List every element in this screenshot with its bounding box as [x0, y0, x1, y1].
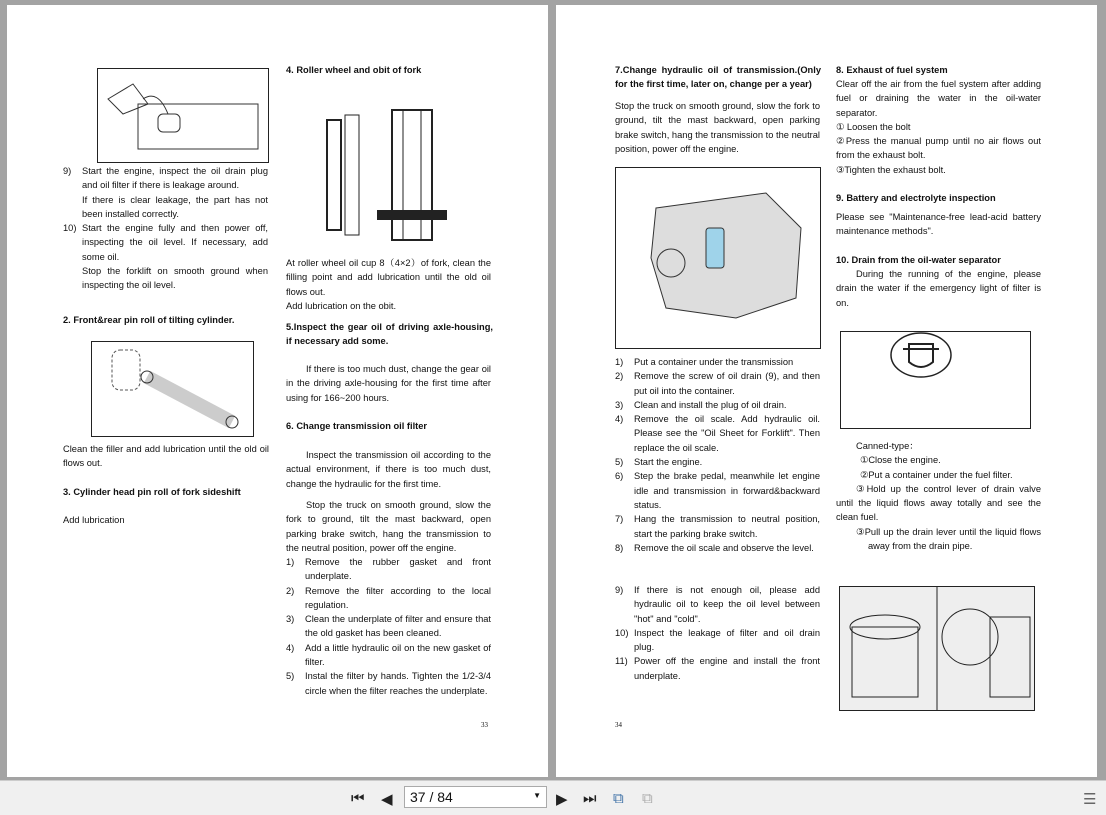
first-page-icon[interactable]: ⏮: [351, 790, 365, 807]
section-text: Please see "Maintenance-free lead-acid battery maintenance methods".: [836, 212, 1041, 237]
list-number: 6): [615, 471, 624, 482]
list-item: ③Hold up the control lever of drain valve until the liquid flows away totally and see the clean fuel.: [836, 483, 1041, 523]
two-page-view-icon[interactable]: ⧉: [642, 790, 653, 807]
list-item: [286, 669, 491, 698]
list-item: [615, 369, 820, 398]
list-text: Instal the filter by hands. Tighten the 1/2-3/4 circle when the filter reaches the underplate.: [305, 671, 491, 696]
section-heading: 3. Cylinder head pin roll of fork sideshift: [63, 487, 241, 497]
section-heading: 2. Front&rear pin roll of tilting cylinder.: [63, 315, 235, 325]
list-text: Add a little hydraulic oil on the new gasket of filter.: [305, 642, 491, 668]
last-page-icon[interactable]: ⏭: [583, 790, 597, 807]
list-item: ②Put a container under the fuel filter.: [860, 469, 1013, 480]
list-text: Clean and install the plug of oil drain.: [634, 399, 787, 410]
tilting-cylinder-illustration: [91, 341, 254, 437]
list-item: [615, 355, 820, 369]
section-text: Clear off the air from the fuel system after adding fuel or draining the water in the oil-water separator.: [836, 79, 1041, 118]
list-item: [615, 583, 820, 626]
section-text: Clean the filler and add lubrication until the old oil flows out.: [63, 444, 269, 469]
list-item: [615, 412, 820, 455]
list-number: 11): [615, 656, 628, 667]
list-item: ③Tighten the exhaust bolt.: [836, 164, 946, 175]
pdf-page-33: [7, 5, 548, 777]
list-item: 10) Start the engine fully and then power off, inspecting the oil level. If necessary, add some oil. Stop the forklift on smooth ground when inspecting the oil level.: [63, 223, 268, 291]
list-text: Inspect the leakage of filter and oil drain plug.: [634, 627, 820, 653]
list-number: 5): [286, 671, 295, 682]
section-text: Add lubrication on the obit.: [286, 300, 397, 311]
list-item: 9) Start the engine, inspect the oil drain plug and oil filter if there is leakage around. If there is clear leakage, the part has not been installed correctly.: [63, 166, 268, 219]
list-text: Remove the screw of oil drain (9), and then put oil into the container.: [634, 371, 820, 396]
list-number: 2): [286, 585, 295, 596]
oil-filling-illustration: [97, 68, 269, 163]
list-item: ②Press the manual pump until no air flows out from the exhaust bolt.: [836, 136, 1041, 161]
list-number: 7): [615, 514, 624, 525]
menu-icon[interactable]: ☰: [1083, 791, 1097, 808]
pdf-page-34: [556, 5, 1097, 777]
list-number: 8): [615, 542, 624, 553]
list-number: 2): [615, 371, 624, 382]
list-item: [286, 584, 491, 613]
list-text: Remove the oil scale. Add hydraulic oil. Please see the "Oil Sheet for Forklift". Then replace the oil scale.: [634, 414, 820, 453]
section-heading: 7.Change hydraulic oil of transmission.(Only for the first time, later on, change per a year): [615, 65, 821, 90]
section-heading: 5.Inspect the gear oil of driving axle-housing, if necessary add some.: [286, 322, 493, 347]
list-item: [286, 612, 491, 641]
next-page-icon[interactable]: ▶: [556, 791, 568, 808]
prev-page-icon[interactable]: ◀: [381, 791, 393, 808]
fuel-filter-photo: [839, 586, 1035, 711]
list-text: Remove the filter according to the local regulation.: [305, 585, 491, 610]
list-text: Put a container under the transmission: [634, 357, 794, 367]
pdf-navigation-toolbar: [0, 780, 1106, 815]
section-heading: 8. Exhaust of fuel system: [836, 65, 948, 75]
section-text: Inspect the transmission oil according to the actual environment, if there is too much dust, change the hydraulic for the first time.: [286, 450, 491, 489]
list-item: ① Loosen the bolt: [836, 121, 911, 132]
list-number: 3): [615, 399, 624, 410]
section-heading: 10. Drain from the oil-water separator: [836, 255, 1001, 265]
section-text: Stop the truck on smooth ground, slow the fork to ground, tilt the mast backward, open parking brake switch, hang the transmission to the neutral position, power off the engine.: [286, 500, 491, 553]
fork-roller-illustration: [317, 105, 457, 250]
canned-type-label: Canned-type：: [856, 441, 919, 451]
section-heading: 9. Battery and electrolyte inspection: [836, 193, 996, 203]
list-item: [615, 512, 820, 541]
oil-can-drawing: [98, 69, 268, 162]
page-selector[interactable]: [404, 786, 547, 808]
list-item: ①Close the engine.: [860, 455, 941, 466]
section-text: If there is too much dust, change the gear oil in the driving axle-housing for the first time after using for 166~200 hours.: [286, 364, 491, 403]
list-text: If there is not enough oil, please add hydraulic oil to keep the oil level between "hot" and "cold".: [634, 585, 820, 624]
water-separator-warning-figure: [840, 331, 1031, 429]
list-number: 1): [615, 357, 624, 367]
list-item: [615, 626, 820, 655]
transmission-diagram: [615, 167, 821, 349]
list-item: [615, 455, 820, 469]
section-text: During the running of the engine, please drain the water if the emergency light of filter is on.: [836, 269, 1041, 308]
list-item: ③Pull up the drain lever until the liquid flows away from the drain pipe.: [856, 526, 1041, 552]
list-item: [615, 469, 820, 512]
list-text: Remove the oil scale and observe the level.: [634, 542, 814, 553]
list-number: 4): [615, 414, 624, 425]
section-text: At roller wheel oil cup 8（4×2）of fork, clean the filling point and add lubrication until the old oil flows out.: [286, 258, 491, 297]
list-number: 9): [615, 585, 624, 595]
section-heading: 6. Change transmission oil filter: [286, 421, 428, 431]
page-number: 34: [615, 721, 622, 729]
list-item: [286, 641, 491, 670]
list-number: 3): [286, 614, 295, 625]
list-text: Remove the rubber gasket and front underplate.: [305, 557, 491, 582]
list-item: [615, 654, 820, 683]
list-number: 10): [615, 627, 629, 638]
water-in-fuel-icon: [841, 332, 1030, 428]
list-number: 1): [286, 557, 295, 567]
section-text: Stop the truck on smooth ground, slow the fork to ground, tilt the mast backward, open parking brake switch, hang the transmission to the neutral position, power off the engine.: [615, 101, 820, 154]
list-number: 5): [615, 457, 624, 468]
section-text: Add lubrication: [63, 515, 125, 525]
chevron-down-icon[interactable]: ▼: [533, 791, 541, 800]
list-text: Power off the engine and install the front underplate.: [634, 656, 820, 681]
list-item: [615, 541, 820, 555]
list-item: [286, 555, 491, 584]
list-item: [615, 398, 820, 412]
page-indicator: 37 / 84: [410, 789, 453, 805]
section-heading: 4. Roller wheel and obit of fork: [286, 65, 422, 75]
page-number: 33: [481, 721, 488, 729]
list-text: Step the brake pedal, meanwhile let engine idle and transmission in forward&backward status.: [634, 471, 820, 510]
list-text: Hang the transmission to neutral position, start the parking brake switch.: [634, 514, 820, 539]
list-number: 4): [286, 642, 295, 653]
single-page-view-icon[interactable]: ⧉: [613, 790, 624, 807]
list-text: Clean the underplate of filter and ensure that the old gasket has been cleaned.: [305, 614, 491, 639]
list-text: Start the engine.: [634, 457, 703, 468]
